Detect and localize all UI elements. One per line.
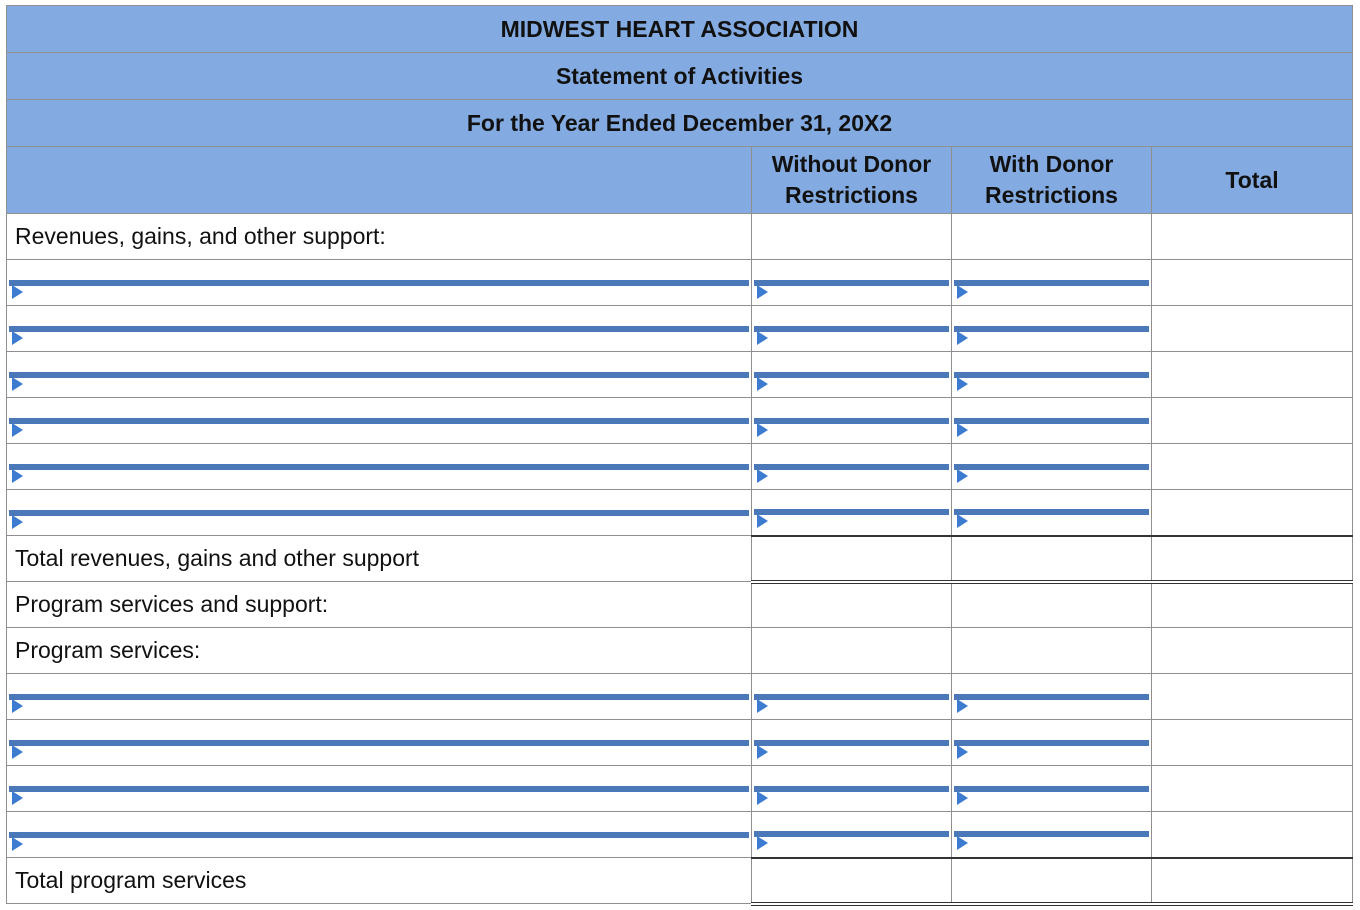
dropdown-arrow-icon [757, 745, 768, 759]
account-dropdown-cell [7, 812, 752, 858]
empty-cell [952, 628, 1152, 674]
statement-title: Statement of Activities [7, 53, 1353, 100]
revenue-with-donor-input[interactable] [954, 326, 1149, 332]
col-header-with-donor-line1: With Donor [989, 151, 1114, 177]
dropdown-arrow-icon [12, 791, 23, 805]
program-row [7, 720, 1353, 766]
empty-cell [952, 582, 1152, 628]
dropdown-arrow-icon [12, 331, 23, 345]
with-donor-input-cell [952, 674, 1152, 720]
account-dropdown-cell [7, 720, 752, 766]
program-services-support-label: Program services and support: [7, 582, 752, 628]
program-account-dropdown[interactable] [9, 694, 749, 700]
total-revenues-label: Total revenues, gains and other support [7, 536, 752, 582]
empty-cell [1152, 628, 1353, 674]
program-total-cell [1152, 720, 1353, 766]
revenue-without-donor-input[interactable] [754, 418, 949, 424]
dropdown-arrow-icon [757, 791, 768, 805]
empty-cell [1152, 582, 1353, 628]
with-donor-input-cell [952, 352, 1152, 398]
col-header-with-donor-line2: Restrictions [985, 182, 1118, 208]
dropdown-arrow-icon [757, 423, 768, 437]
total-revenues-total [1152, 536, 1353, 582]
without-donor-input-cell [752, 674, 952, 720]
program-input-rows [7, 674, 1353, 858]
without-donor-input-cell [752, 812, 952, 858]
dropdown-arrow-icon [757, 377, 768, 391]
dropdown-arrow-icon [957, 469, 968, 483]
dropdown-arrow-icon [957, 514, 968, 528]
dropdown-arrow-icon [757, 514, 768, 528]
program-without-donor-input[interactable] [754, 694, 949, 700]
total-program-with-donor [952, 858, 1152, 904]
program-with-donor-input[interactable] [954, 831, 1149, 837]
account-dropdown-cell [7, 306, 752, 352]
dropdown-arrow-icon [957, 745, 968, 759]
col-header-with-donor [952, 147, 1152, 214]
header-blank-cell [7, 147, 752, 214]
empty-cell [752, 214, 952, 260]
dropdown-arrow-icon [757, 331, 768, 345]
revenue-with-donor-input[interactable] [954, 372, 1149, 378]
revenues-section-label: Revenues, gains, and other support: [7, 214, 752, 260]
without-donor-input-cell [752, 720, 952, 766]
with-donor-input-cell [952, 720, 1152, 766]
account-dropdown-cell [7, 444, 752, 490]
statement-sheet [6, 5, 1352, 906]
revenue-row [7, 444, 1353, 490]
revenue-without-donor-input[interactable] [754, 280, 949, 286]
revenue-account-dropdown[interactable] [9, 418, 749, 424]
revenue-total-cell [1152, 260, 1353, 306]
revenue-row [7, 490, 1353, 536]
program-account-dropdown[interactable] [9, 786, 749, 792]
total-program-services-label: Total program services [7, 858, 752, 904]
account-dropdown-cell [7, 260, 752, 306]
with-donor-input-cell [952, 444, 1152, 490]
dropdown-arrow-icon [12, 699, 23, 713]
empty-cell [1152, 214, 1353, 260]
dropdown-arrow-icon [12, 469, 23, 483]
col-header-without-donor-line2: Restrictions [785, 182, 918, 208]
revenue-without-donor-input[interactable] [754, 464, 949, 470]
total-program-without-donor [752, 858, 952, 904]
revenue-account-dropdown[interactable] [9, 280, 749, 286]
col-header-without-donor-line1: Without Donor [771, 151, 932, 177]
program-row [7, 674, 1353, 720]
program-with-donor-input[interactable] [954, 786, 1149, 792]
revenue-account-dropdown[interactable] [9, 326, 749, 332]
total-revenues-without-donor [752, 536, 952, 582]
program-without-donor-input[interactable] [754, 831, 949, 837]
dropdown-arrow-icon [957, 423, 968, 437]
revenue-without-donor-input[interactable] [754, 509, 949, 515]
without-donor-input-cell [752, 444, 952, 490]
revenue-total-cell [1152, 306, 1353, 352]
dropdown-arrow-icon [957, 331, 968, 345]
program-total-cell [1152, 674, 1353, 720]
revenue-account-dropdown[interactable] [9, 372, 749, 378]
total-revenues-with-donor [952, 536, 1152, 582]
dropdown-arrow-icon [12, 515, 23, 529]
without-donor-input-cell [752, 398, 952, 444]
revenue-row [7, 306, 1353, 352]
program-total-cell [1152, 766, 1353, 812]
revenue-row [7, 398, 1353, 444]
without-donor-input-cell [752, 306, 952, 352]
with-donor-input-cell [952, 306, 1152, 352]
revenue-account-dropdown[interactable] [9, 464, 749, 470]
program-without-donor-input[interactable] [754, 786, 949, 792]
revenue-row [7, 352, 1353, 398]
revenue-with-donor-input[interactable] [954, 509, 1149, 515]
program-services-label: Program services: [7, 628, 752, 674]
revenue-input-rows [7, 260, 1353, 536]
col-header-without-donor [752, 147, 952, 214]
program-account-dropdown[interactable] [9, 740, 749, 746]
dropdown-arrow-icon [757, 836, 768, 850]
total-program-total [1152, 858, 1353, 904]
revenue-without-donor-input[interactable] [754, 326, 949, 332]
dropdown-arrow-icon [12, 377, 23, 391]
dropdown-arrow-icon [12, 285, 23, 299]
dropdown-arrow-icon [12, 837, 23, 851]
with-donor-input-cell [952, 766, 1152, 812]
dropdown-arrow-icon [757, 699, 768, 713]
account-dropdown-cell [7, 766, 752, 812]
with-donor-input-cell [952, 398, 1152, 444]
col-header-total: Total [1152, 147, 1353, 214]
dropdown-arrow-icon [757, 469, 768, 483]
dropdown-arrow-icon [757, 285, 768, 299]
revenue-with-donor-input[interactable] [954, 464, 1149, 470]
program-with-donor-input[interactable] [954, 694, 1149, 700]
account-dropdown-cell [7, 398, 752, 444]
revenue-row [7, 260, 1353, 306]
empty-cell [952, 214, 1152, 260]
account-dropdown-cell [7, 490, 752, 536]
empty-cell [752, 628, 952, 674]
without-donor-input-cell [752, 260, 952, 306]
program-row [7, 766, 1353, 812]
revenue-total-cell [1152, 444, 1353, 490]
revenue-account-dropdown[interactable] [9, 510, 749, 516]
org-name: MIDWEST HEART ASSOCIATION [7, 6, 1353, 53]
revenue-total-cell [1152, 490, 1353, 536]
revenue-total-cell [1152, 352, 1353, 398]
with-donor-input-cell [952, 260, 1152, 306]
program-row [7, 812, 1353, 858]
revenue-total-cell [1152, 398, 1353, 444]
dropdown-arrow-icon [957, 699, 968, 713]
account-dropdown-cell [7, 674, 752, 720]
revenue-with-donor-input[interactable] [954, 280, 1149, 286]
dropdown-arrow-icon [957, 377, 968, 391]
dropdown-arrow-icon [957, 836, 968, 850]
revenue-with-donor-input[interactable] [954, 418, 1149, 424]
program-with-donor-input[interactable] [954, 740, 1149, 746]
program-account-dropdown[interactable] [9, 832, 749, 838]
without-donor-input-cell [752, 766, 952, 812]
program-without-donor-input[interactable] [754, 740, 949, 746]
revenue-without-donor-input[interactable] [754, 372, 949, 378]
statement-period: For the Year Ended December 31, 20X2 [7, 100, 1353, 147]
dropdown-arrow-icon [957, 285, 968, 299]
with-donor-input-cell [952, 812, 1152, 858]
with-donor-input-cell [952, 490, 1152, 536]
dropdown-arrow-icon [12, 745, 23, 759]
account-dropdown-cell [7, 352, 752, 398]
without-donor-input-cell [752, 490, 952, 536]
without-donor-input-cell [752, 352, 952, 398]
statement-table [6, 5, 1353, 906]
empty-cell [752, 582, 952, 628]
dropdown-arrow-icon [957, 791, 968, 805]
program-total-cell [1152, 812, 1353, 858]
dropdown-arrow-icon [12, 423, 23, 437]
